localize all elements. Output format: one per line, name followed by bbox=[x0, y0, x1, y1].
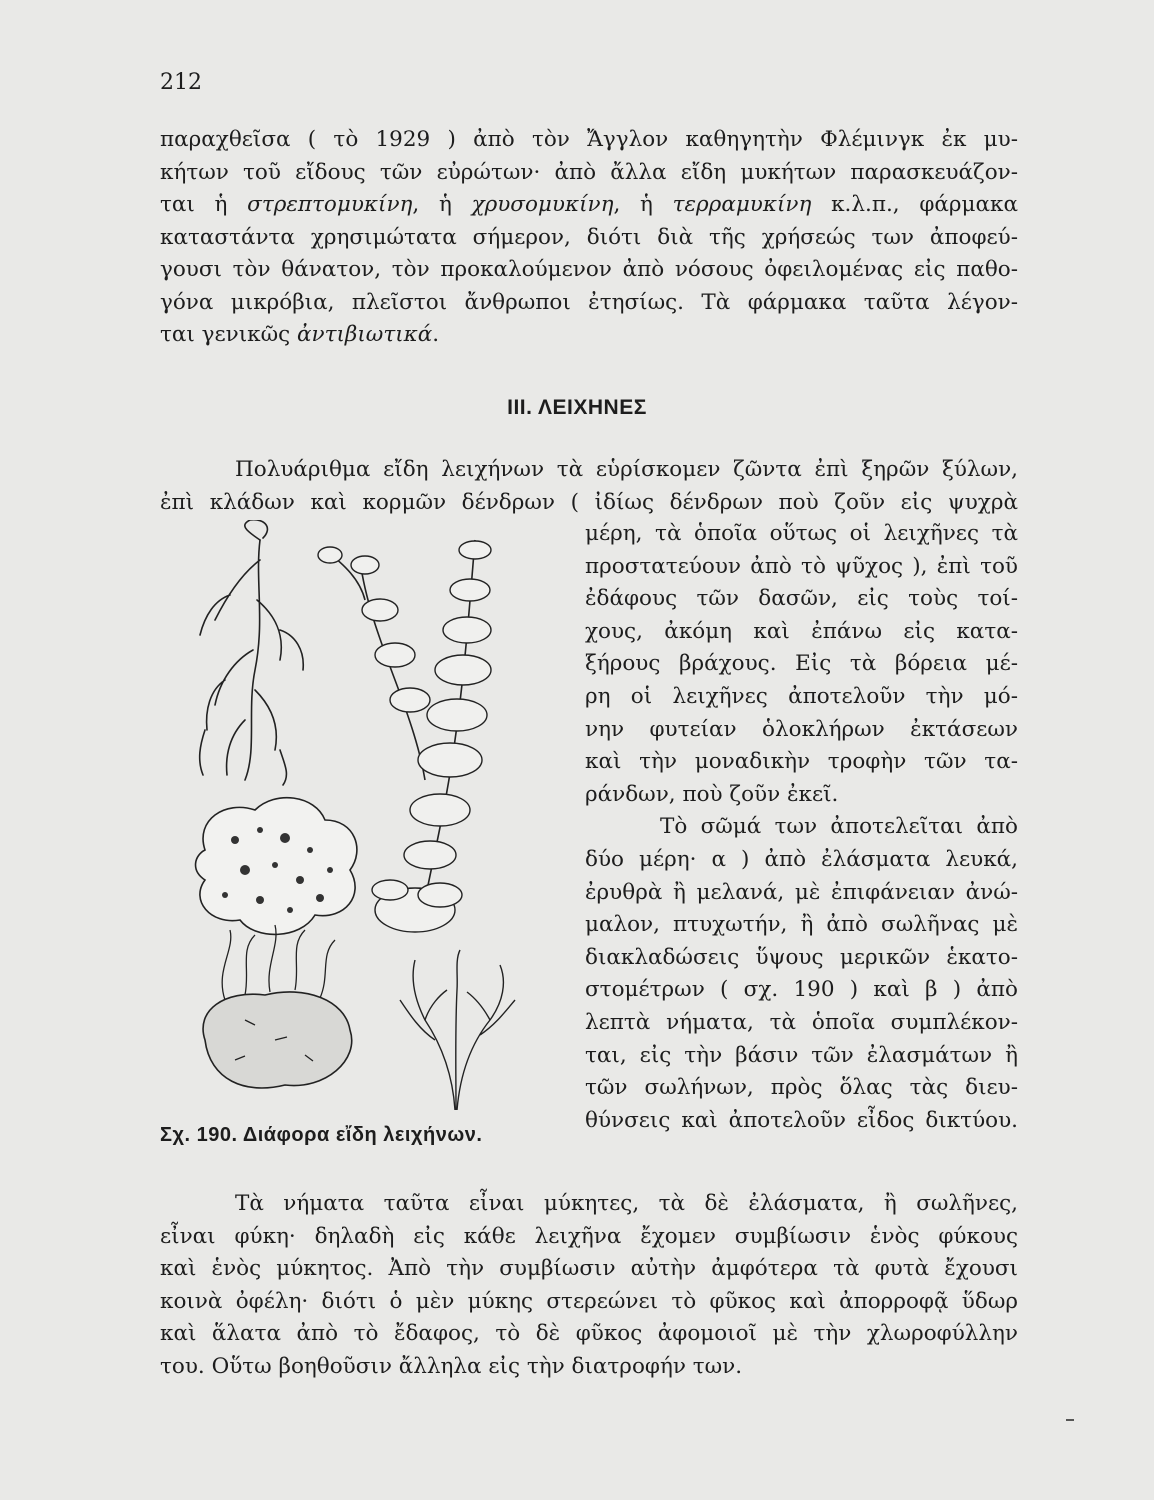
text-line: ἐπὶ κλάδων καὶ κορμῶν δένδρων ( ἰδίως δένδρων ποὺ ζοῦν εἰς ψυχρὰ bbox=[160, 489, 1018, 515]
text-line: ρη οἱ λειχῆνες ἀποτελοῦν τὴν μό- bbox=[585, 683, 1018, 709]
text-line: καὶ τὴν μοναδικὴν τροφὴν τῶν τα- bbox=[585, 749, 1018, 775]
text-line: καὶ ἅλατα ἀπὸ τὸ ἔδαφος, τὸ δὲ φῦκος ἀφομοιοῖ μὲ τὴν χλωροφύλλην bbox=[160, 1321, 1018, 1346]
text-line: γουσι τὸν θάνατον, τὸν προκαλούμενον ἀπὸ νόσους ὀφειλομένας εἰς παθο- bbox=[160, 257, 1018, 282]
page-number: 212 bbox=[160, 70, 202, 95]
text-column bbox=[585, 518, 1018, 1137]
text-line: χους, ἀκόμη καὶ ἐπάνω εἰς κατα- bbox=[585, 618, 1018, 644]
text-line: παραχθεῖσα ( τὸ 1929 ) ἀπὸ τὸν Ἄγγλον καθηγητὴν Φλέμινγκ ἐκ μυ- bbox=[160, 127, 1018, 152]
text-line: Πολυάριθμα εἴδη λειχήνων τὰ εὑρίσκομεν ζῶντα ἐπὶ ξηρῶν ξύλων, bbox=[235, 457, 1018, 482]
text-line: κήτων τοῦ εἴδους τῶν εὐρώτων· ἀπὸ ἄλλα εἴδη μυκήτων παρασκευάζον- bbox=[160, 159, 1018, 185]
text-line: εἶναι φύκη· δηλαδὴ εἰς κάθε λειχῆνα ἔχομεν συμβίωσιν ἑνὸς φύκους bbox=[160, 1223, 1018, 1249]
text-line: τῶν σωλήνων, πρὸς ὅλας τὰς διευ- bbox=[585, 1075, 1018, 1101]
text-line: κοινὰ ὀφέλη· διότι ὁ μὲν μύκης στερεώνει τὸ φῦκος καὶ ἀπορροφᾷ ὕδωρ bbox=[160, 1288, 1018, 1314]
text-line: καὶ ἑνὸς μύκητος. Ἀπὸ τὴν συμβίωσιν αὐτὴν ἀμφότερα τὰ φυτὰ ἔχουσι bbox=[160, 1256, 1018, 1281]
section-heading: ΙΙΙ. ΛΕΙΧΗΝΕΣ bbox=[507, 396, 647, 419]
text-line: στομέτρων ( σχ. 190 ) καὶ β ) ἀπὸ bbox=[585, 977, 1018, 1003]
text-line: ξήρους βράχους. Εἰς τὰ βόρεια μέ- bbox=[585, 651, 1018, 677]
text-line: ται ἡ στρεπτομυκίνη, ἡ χρυσομυκίνη, ἡ τερραμυκίνη κ.λ.π., φάρμακα bbox=[160, 192, 1018, 217]
text-line: ράνδων, ποὺ ζοῦν ἐκεῖ. bbox=[585, 781, 839, 807]
text-line: θύνσεις καὶ ἀποτελοῦν εἶδος δικτύου. bbox=[585, 1107, 1018, 1133]
final-paragraph bbox=[160, 1188, 1018, 1383]
text-line: διακλαδώσεις ὕψους μερικῶν ἑκατο- bbox=[585, 944, 1018, 970]
text-line: Τὰ νήματα ταῦτα εἶναι μύκητες, τὰ δὲ ἐλάσματα, ἢ σωλῆνες, bbox=[235, 1191, 1018, 1216]
text-line: ἐδάφους τῶν δασῶν, εἰς τοὺς τοί- bbox=[585, 586, 1018, 612]
lichen-illustration bbox=[185, 520, 575, 1110]
text-line: μαλον, πτυχωτήν, ἢ ἀπὸ σωλῆνας μὲ bbox=[585, 912, 1018, 938]
text-line: δύο μέρη· α ) ἀπὸ ἐλάσματα λευκά, bbox=[585, 846, 1018, 872]
intro-paragraph bbox=[160, 124, 1018, 352]
text-line: ἐρυθρὰ ἢ μελανά, μὲ ἐπιφάνειαν ἀνώ- bbox=[585, 879, 1018, 905]
text-line: μέρη, τὰ ὁποῖα οὕτως οἱ λειχῆνες τὰ bbox=[585, 521, 1018, 546]
margin-mark bbox=[1066, 1419, 1074, 1421]
text-line: καταστάντα χρησιμώτατα σήμερον, διότι διὰ τῆς χρήσεώς των ἀποφεύ- bbox=[160, 224, 1018, 250]
text-line: λεπτὰ νήματα, τὰ ὁποῖα συμπλέκον- bbox=[585, 1009, 1018, 1035]
text-line: γόνα μικρόβια, πλεῖστοι ἄνθρωποι ἐτησίως. Τὰ φάρμακα ταῦτα λέγον- bbox=[160, 289, 1018, 315]
text-line: του. Οὕτω βοηθοῦσιν ἄλληλα εἰς τὴν διατροφήν των. bbox=[160, 1353, 743, 1379]
text-line: νην φυτείαν ὁλοκλήρων ἐκτάσεων bbox=[585, 716, 1018, 742]
text-line: ται γενικῶς ἀντιβιωτικά. bbox=[160, 322, 440, 347]
text-line: Τὸ σῶμά των ἀποτελεῖται ἀπὸ bbox=[660, 814, 1018, 840]
text-line: ται, εἰς τὴν βάσιν τῶν ἐλασμάτων ἢ bbox=[585, 1042, 1018, 1068]
section-paragraph bbox=[160, 454, 1018, 519]
figure-caption: Σχ. 190. Διάφορα εἴδη λειχήνων. bbox=[160, 1124, 483, 1146]
text-line: προστατεύουν ἀπὸ τὸ ψῦχος ), ἐπὶ τοῦ bbox=[585, 553, 1018, 579]
